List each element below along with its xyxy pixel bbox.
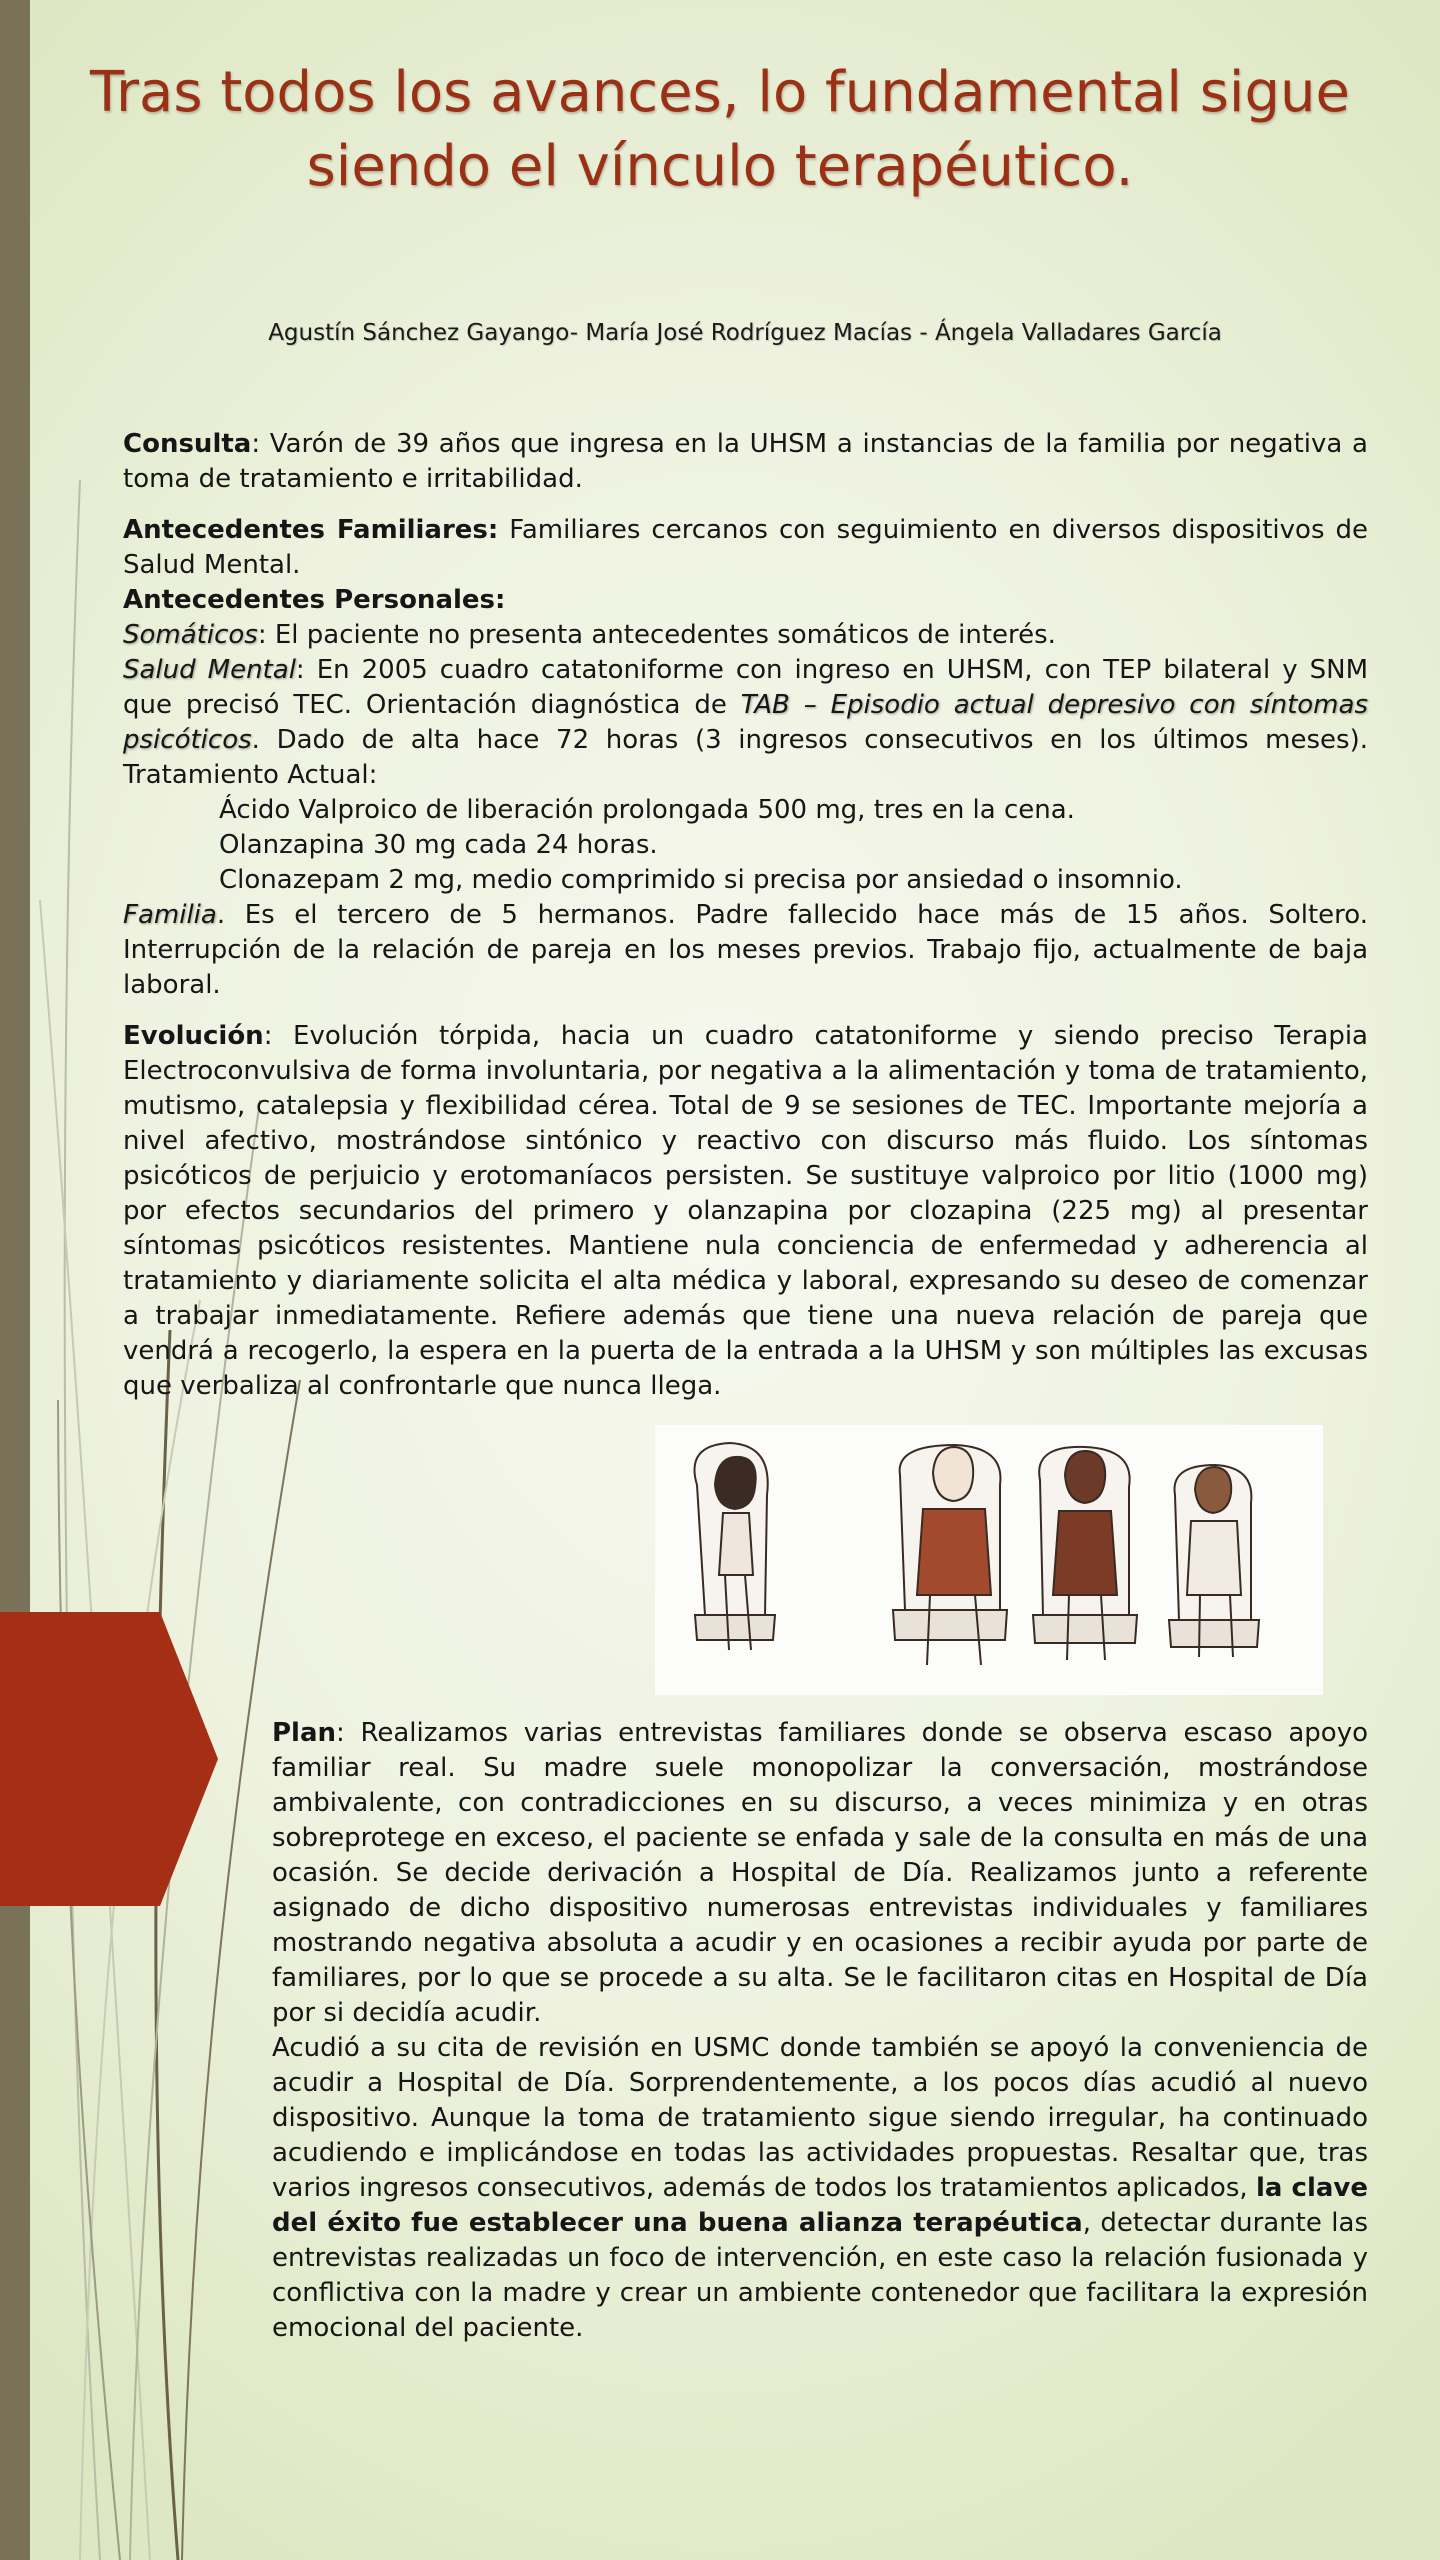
salud-mental-text-1: : En 2005 cuadro catatoniforme con ingreso en UHSM, con TEP bilateral y SNM que precisó TEC. Orientación diagnóstica de (123, 655, 1368, 720)
salud-mental-text-2: . Dado de alta hace 72 horas (3 ingresos consecutivos en los últimos meses). Tratamiento Actual: (123, 725, 1368, 790)
somaticos-paragraph (123, 618, 1368, 653)
salud-mental-paragraph (123, 653, 1368, 793)
medication-item: Olanzapina 30 mg cada 24 horas. (219, 830, 658, 860)
familiares-label: Antecedentes Familiares: (123, 515, 499, 545)
evolucion-label: Evolución (123, 1021, 264, 1051)
family-therapy-illustration (655, 1425, 1323, 1695)
diagnosis-text: TAB – Episodio actual depresivo con síntomas psicóticos (123, 690, 1368, 755)
familiares-text: Familiares cercanos con seguimiento en diversos dispositivos de Salud Mental. (123, 515, 1368, 580)
left-side-bar (0, 0, 30, 2560)
plan-text-3: , detectar durante las entrevistas realizadas un foco de intervención, en este caso la relación fusionada y conflictiva con la madre y crear un ambiente contenedor que facilitara la expresión emocional del paciente. (272, 2208, 1368, 2343)
consulta-text: : Varón de 39 años que ingresa en la UHSM a instancias de la familia por negativa a toma de tratamiento e irritabilidad. (123, 429, 1368, 494)
salud-mental-label: Salud Mental (123, 655, 296, 685)
authors: Agustín Sánchez Gayango- María José Rodríguez Macías - Ángela Valladares García (268, 320, 1222, 346)
personales-heading (123, 583, 1368, 618)
medication-item: Clonazepam 2 mg, medio comprimido si precisa por ansiedad o insomnio. (219, 865, 1183, 895)
main-text-block (123, 427, 1368, 1404)
plan-text-1: : Realizamos varias entrevistas familiares donde se observa escaso apoyo familiar real. Su madre suele monopolizar la conversación, mostrándose ambivalente, con contradicciones en su discurso, a veces minimiza y en otras sobreprotege en exceso, el paciente se enfada y sale de la consulta en más de una ocasión. Se decide derivación a Hospital de Día. Realizamos junto a referente asignado de dicho dispositivo numerosas entrevistas individuales y familiares mostrando negativa absoluta a acudir y en ocasiones a recibir ayuda por parte de familiares, por lo que se procede a su alta. Se le facilitaron citas en Hospital de Día por si decidía acudir. (272, 1718, 1368, 2028)
plan-paragraph-2 (272, 2031, 1368, 2346)
somaticos-text: : El paciente no presenta antecedentes somáticos de interés. (257, 620, 1056, 650)
medication-item: Ácido Valproico de liberación prolongada 500 mg, tres en la cena. (219, 795, 1075, 825)
plan-text-block (272, 1716, 1368, 2346)
plan-paragraph-1 (272, 1716, 1368, 2031)
somaticos-label: Somáticos (123, 620, 258, 650)
familia-text: . Es el tercero de 5 hermanos. Padre fallecido hace más de 15 años. Soltero. Interrupción de la relación de pareja en los meses previos. Trabajo fijo, actualmente de baja laboral. (123, 900, 1368, 1000)
poster-title: Tras todos los avances, lo fundamental sigue siendo el vínculo terapéutico. (90, 60, 1350, 199)
familiares-paragraph (123, 513, 1368, 583)
plan-key-statement: la clave del éxito fue establecer una buena alianza terapéutica (272, 2173, 1368, 2238)
arrow-shape (0, 1612, 218, 1906)
familia-label: Familia (123, 900, 217, 930)
consulta-paragraph (123, 427, 1368, 497)
plan-label: Plan (272, 1718, 337, 1748)
evolucion-text: : Evolución tórpida, hacia un cuadro catatoniforme y siendo preciso Terapia Electroconvulsiva de forma involuntaria, por negativa a la alimentación y toma de tratamiento, mutismo, catalepsia y flexibilidad cérea. Total de 9 se sesiones de TEC. Importante mejoría a nivel afectivo, mostrándose sintónico y reactivo con discurso más fluido. Los síntomas psicóticos de perjuicio y erotomaníacos persisten. Se sustituye valproico por litio (1000 mg) por efectos secundarios del primero y olanzapina por clozapina (225 mg) al presentar síntomas psicóticos resistentes. Mantiene nula conciencia de enfermedad y adherencia al tratamiento y diariamente solicita el alta médica y laboral, expresando su deseo de comenzar a trabajar inmediatamente. Refiere además que tiene una nueva relación de pareja que vendrá a recogerlo, la espera en la puerta de la entrada a la UHSM y son múltiples las excusas que verbaliza al confrontarle que nunca llega. (123, 1021, 1368, 1401)
evolucion-paragraph (123, 1019, 1368, 1404)
familia-paragraph (123, 898, 1368, 1003)
plan-text-2: Acudió a su cita de revisión en USMC donde también se apoyó la conveniencia de acudir a Hospital de Día. Sorprendentemente, a los pocos días acudió al nuevo dispositivo. Aunque la toma de tratamiento sigue siendo irregular, ha continuado acudiendo e implicándose en todas las actividades propuestas. Resaltar que, tras varios ingresos consecutivos, además de todos los tratamientos aplicados, (272, 2033, 1368, 2203)
personales-label: Antecedentes Personales: (123, 585, 506, 615)
consulta-label: Consulta (123, 429, 252, 459)
